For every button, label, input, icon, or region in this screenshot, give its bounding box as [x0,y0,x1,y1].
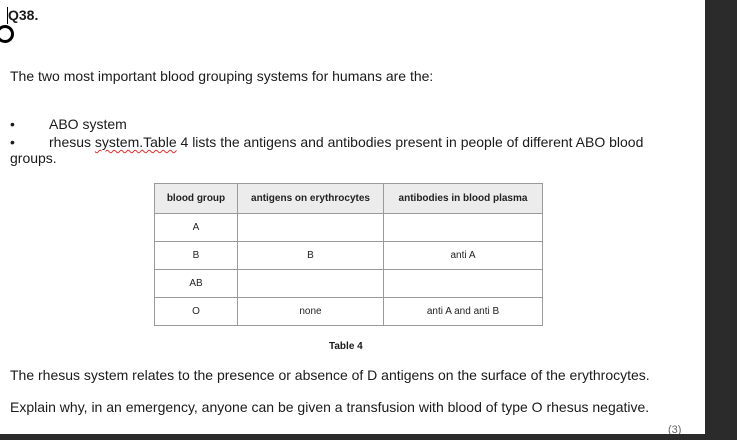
dark-side-panel [705,0,737,440]
table-cell: anti A and anti B [384,298,543,326]
bullet-rhesus-text-start: rhesus [49,134,95,150]
bullet-icon: • [10,116,15,132]
question-intro: The two most important blood grouping systems for humans are the: [10,68,434,84]
table-row [155,242,543,270]
table-cell: A [155,214,238,242]
dark-bottom-strip [0,434,705,440]
table-cell [384,270,543,298]
table-cell [384,214,543,242]
table-header-cell: antibodies in blood plasma [384,184,543,214]
bullet-abo-system: ABO system [49,116,127,132]
table-row [155,298,543,326]
table-cell: none [238,298,384,326]
spelling-error-word[interactable]: system.Table [94,134,177,150]
table-cell: anti A [384,242,543,270]
blood-group-table [154,183,543,326]
table-header-row [155,184,543,214]
table-header-cell: blood group [155,184,238,214]
table-cell: AB [155,270,238,298]
table-cell: O [155,298,238,326]
table-cell [238,270,384,298]
table-row [155,270,543,298]
bullet-rhesus-system [49,134,643,150]
bullet-rhesus-text-end: 4 lists the antigens and antibodies present in people of different ABO blood [176,134,644,150]
table-cell: B [238,242,384,270]
table-header-cell: antigens on erythrocytes [238,184,384,214]
circle-icon [0,25,14,43]
bullet-icon: • [10,134,15,150]
table-row [155,214,543,242]
table-cell [238,214,384,242]
wrapped-line: groups. [10,150,57,166]
question-instruction: Explain why, in an emergency, anyone can be given a transfusion with blood of type O rhesus negative. [10,399,650,415]
table-cell: B [155,242,238,270]
question-number: Q38. [8,7,39,23]
marks-label: (3) [668,424,682,434]
table-caption: Table 4 [329,341,363,352]
rhesus-statement: The rhesus system relates to the presence or absence of D antigens on the surface of the erythrocytes. [10,367,650,383]
